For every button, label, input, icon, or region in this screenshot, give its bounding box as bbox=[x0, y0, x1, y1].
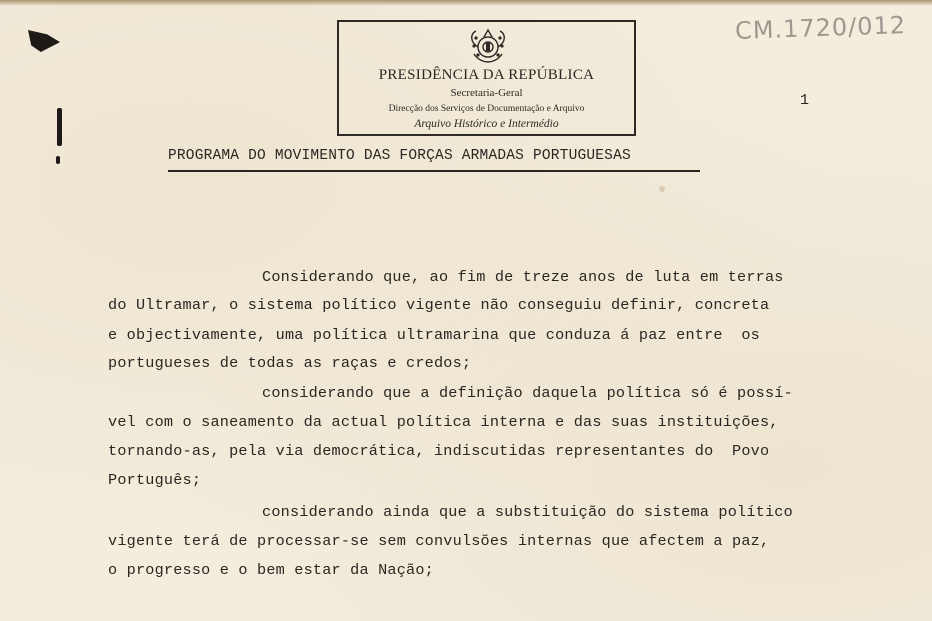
archive-stamp bbox=[337, 20, 636, 136]
body-line: e objectivamente, uma política ultramarina que conduza á paz entre os bbox=[108, 326, 760, 344]
margin-mark bbox=[57, 108, 62, 146]
coat-of-arms-icon bbox=[466, 28, 510, 69]
ink-stain-mark bbox=[28, 30, 60, 52]
body-line: o progresso e o bem estar da Nação; bbox=[108, 561, 434, 579]
stamp-institution: PRESIDÊNCIA DA REPÚBLICA bbox=[378, 67, 595, 83]
title-underline bbox=[168, 170, 700, 172]
body-line: Considerando que, ao fim de treze anos de luta em terras bbox=[262, 268, 784, 286]
document-title: PROGRAMA DO MOVIMENTO DAS FORÇAS ARMADAS PORTUGUESAS bbox=[168, 148, 631, 164]
body-line: tornando-as, pela via democrática, indiscutidas representantes do Povo bbox=[108, 442, 770, 460]
archive-reference: CM.1720/012 bbox=[734, 11, 907, 45]
body-line: considerando que a definição daquela política só é possí- bbox=[262, 384, 793, 402]
body-line: vigente terá de processar-se sem convulsões internas que afectem a paz, bbox=[108, 532, 770, 550]
body-line: vel com o saneamento da actual política interna e das suas instituições, bbox=[108, 413, 779, 431]
body-line: do Ultramar, o sistema político vigente não conseguiu definir, concreta bbox=[108, 296, 770, 314]
stamp-directorate: Direcção dos Serviços de Documentação e Arquivo bbox=[388, 104, 585, 114]
paper-spot bbox=[659, 186, 665, 192]
body-line: Português; bbox=[108, 471, 202, 489]
margin-mark bbox=[56, 156, 60, 164]
body-line: portugueses de todas as raças e credos; bbox=[108, 354, 472, 372]
page-number: 1 bbox=[800, 92, 810, 109]
page-top-edge bbox=[0, 0, 932, 6]
body-line: considerando ainda que a substituição do sistema político bbox=[262, 503, 793, 521]
stamp-department: Secretaria-Geral bbox=[450, 87, 523, 99]
stamp-archive: Arquivo Histórico e Intermédio bbox=[414, 118, 559, 130]
